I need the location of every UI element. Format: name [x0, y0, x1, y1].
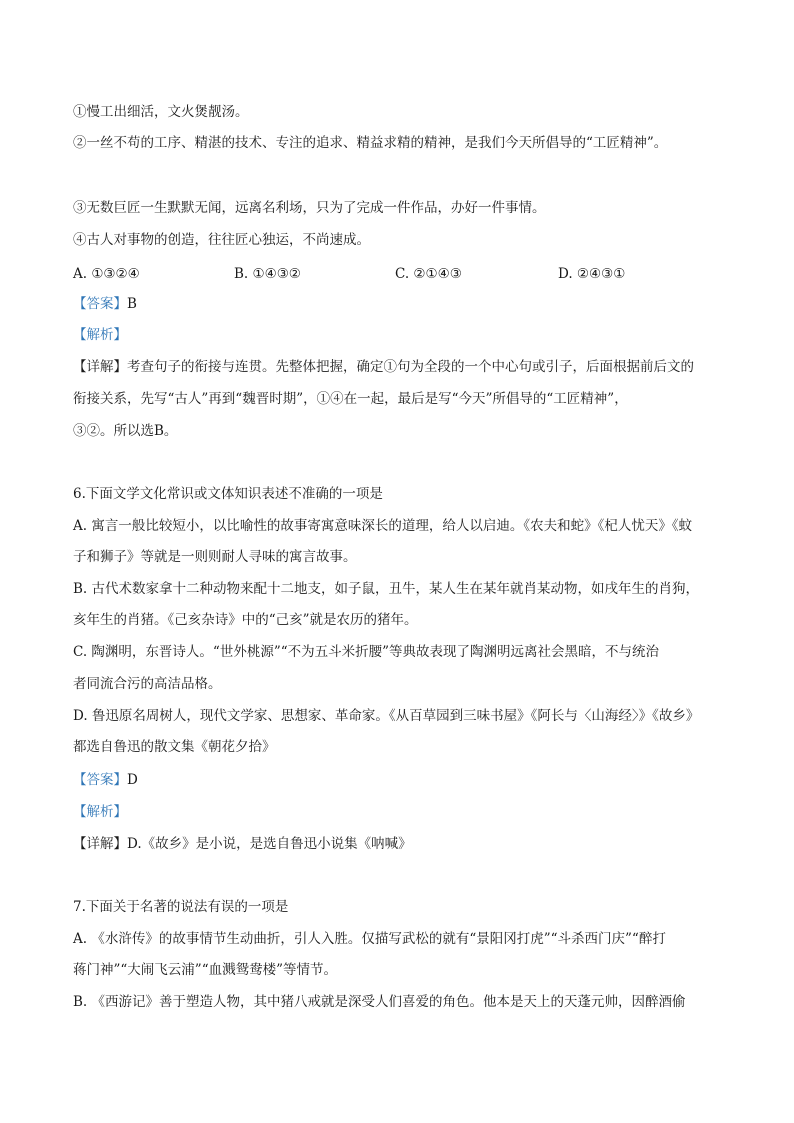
q5-analysis-tag	[73, 325, 127, 345]
q5-option-d: D. ②④③①	[558, 266, 626, 282]
q6-line-1: A. 寓言一般比较短小，以比喻性的故事寄寓意味深长的道理，给人以启迪。《农夫和蛇》《杞人忧天》《蚊	[73, 518, 693, 534]
q5-detail-line-3: ③②。所以选B。	[73, 423, 178, 439]
sentence-3: ③无数巨匠一生默默无闻，远离名利场，只为了完成一件作品，办好一件事情。	[73, 200, 546, 216]
analysis-tag: 【解析】	[73, 804, 127, 820]
q6-line-8: 都选自鲁迅的散文集《朝花夕拾》	[73, 739, 276, 755]
detail-text: D.《故乡》是小说，是选自鲁迅小说集《呐喊》	[127, 836, 412, 852]
sentence-4: ④古人对事物的创造，往往匠心独运，不尚速成。	[73, 232, 370, 248]
detail-tag: 【详解】	[73, 836, 127, 852]
q6-line-6: 者同流合污的高洁品格。	[73, 676, 222, 692]
q5-detail-line-2: 衔接关系，先写“古人”再到“魏晋时期”，①④在一起，最后是写“今天”所倡导的“工匠精神”，	[73, 391, 628, 407]
q6-line-7: D. 鲁迅原名周树人，现代文学家、思想家、革命家。《从百草园到三味书屋》《阿长与〈山海经〉》《故乡》	[73, 708, 700, 724]
answer-value: B	[127, 296, 137, 312]
q7-line-3: B. 《西游记》善于塑造人物，其中猪八戒就是深受人们喜爱的角色。他本是天上的天蓬元帅，因醉酒偷	[73, 994, 686, 1010]
sentence-1: ①慢工出细活，文火煲靓汤。	[73, 104, 249, 120]
q7-line-2: 蒋门神”“大闹飞云浦”“血溅鸳鸯楼”等情节。	[73, 962, 338, 978]
q6-line-5: C. 陶渊明，东晋诗人。“世外桃源”“不为五斗米折腰”等典故表现了陶渊明远离社会黑暗，不与统治	[73, 644, 660, 660]
q6-line-4: 亥年生的肖猪。《己亥杂诗》中的“己亥”就是农历的猪年。	[73, 612, 418, 628]
q6-detail	[73, 834, 412, 854]
q5-option-c: C. ②①④③	[395, 266, 462, 282]
detail-tag: 【详解】	[73, 359, 127, 375]
q6-analysis-tag	[73, 802, 127, 822]
answer-value: D	[127, 772, 138, 788]
answer-tag: 【答案】	[73, 296, 127, 312]
q5-option-b: B. ①④③②	[234, 266, 301, 282]
q7-line-1: A. 《水浒传》的故事情节生动曲折，引人入胜。仅描写武松的就有“景阳冈打虎”“斗杀西门庆”“醉打	[73, 931, 666, 947]
q6-title: 6.下面文学文化常识或文体知识表述不准确的一项是	[73, 486, 383, 502]
q6-answer	[73, 770, 138, 790]
q5-answer	[73, 294, 137, 314]
detail-text: 考查句子的衔接与连贯。先整体把握，确定①句为全段的一个中心句或引子，后面根据前后文的	[127, 359, 694, 375]
q6-line-2: 子和狮子》等就是一则则耐人寻味的寓言故事。	[73, 549, 357, 565]
q7-title: 7.下面关于名著的说法有误的一项是	[73, 899, 289, 915]
q5-option-a: A. ①③②④	[73, 266, 140, 282]
answer-tag: 【答案】	[73, 772, 127, 788]
q5-detail-line-1	[73, 357, 694, 377]
analysis-tag: 【解析】	[73, 327, 127, 343]
sentence-2: ②一丝不苟的工序、精湛的技术、专注的追求、精益求精的精神，是我们今天所倡导的“工匠精神”。	[73, 135, 668, 151]
q6-line-3: B. 古代术数家拿十二种动物来配十二地支，如子鼠，丑牛，某人生在某年就肖某动物，如戌年生的肖狗，	[73, 581, 700, 597]
